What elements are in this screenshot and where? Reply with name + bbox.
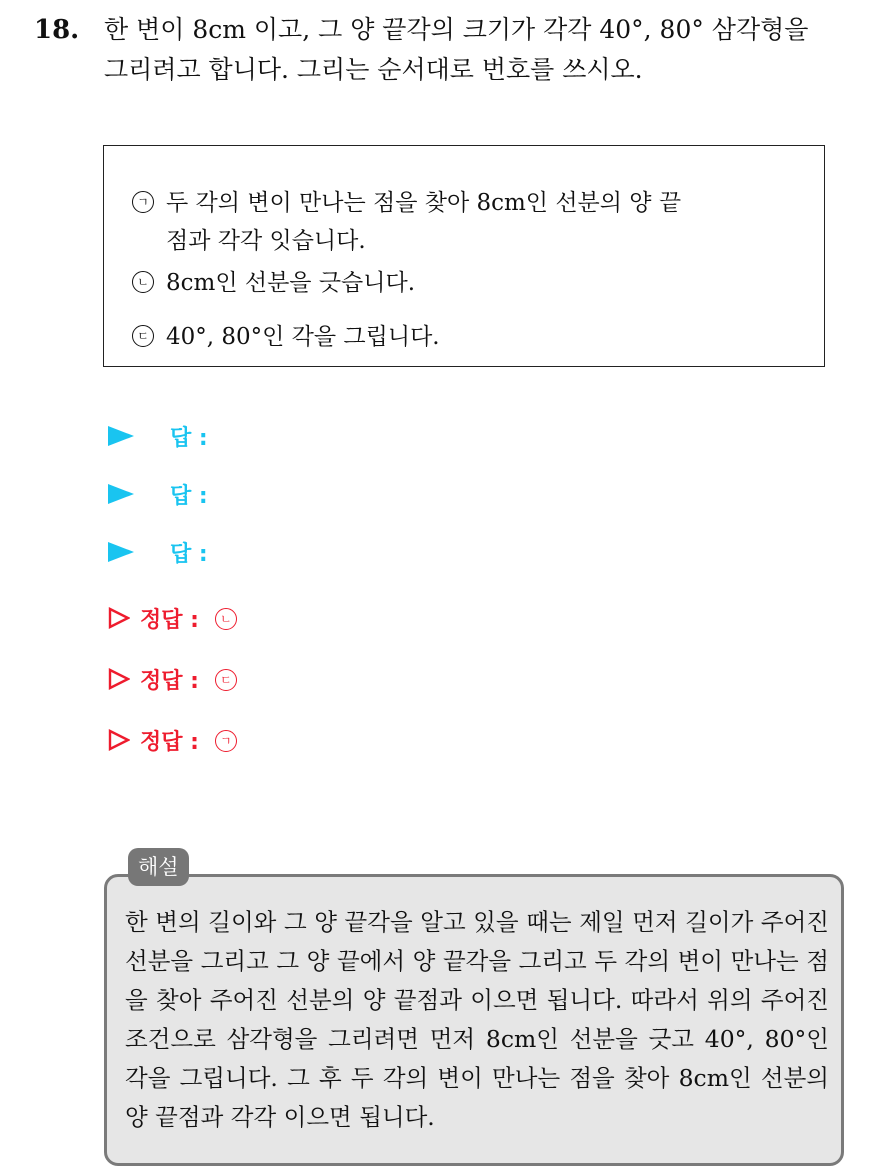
step-text: 두 각의 변이 만나는 점을 찾아 8cm인 선분의 양 끝 [166,190,682,216]
outline-triangle-icon [108,668,130,690]
correct-value: ㄴ [215,608,237,630]
step-mark-circle: ㄴ [132,271,154,293]
step-text: 8cm인 선분을 긋습니다. [166,270,416,296]
correct-label: 정답 : [140,668,199,694]
answer-row [108,416,208,456]
answer-row [108,532,208,572]
question-text-line1: 한 변이 8cm 이고, 그 양 끝각의 크기가 각각 40°, 80° 삼각형을 [104,15,809,44]
answer-label: 답 : [170,425,208,451]
explanation-tag: 해설 [128,848,189,886]
correct-value: ㄷ [215,669,237,691]
step-item [132,264,766,302]
answer-row [108,474,208,514]
question [34,10,864,90]
correct-answer-row [108,720,237,760]
answer-label: 답 : [170,541,208,567]
step-mark-circle: ㄷ [132,325,154,347]
correct-answer-row [108,598,237,638]
outline-triangle-icon [108,729,130,751]
explanation-text: 한 변의 길이와 그 양 끝각을 알고 있을 때는 제일 먼저 길이가 주어진 선분을 그리고 그 양 끝에서 양 끝각을 그리고 두 각의 변이 만나는 점을 찾아 주어진 선분의 양 끝점과 이으면 됩니다. 따라서 위의 주어진 조건으로 삼각형을 그리려면 먼저 8cm인 선분을 긋고 40°, 80°인 각을 그립니다. 그 후 두 각의 변이 만나는 점을 찾아 8cm인 선분의 양 끝점과 각각 이으면 됩니다. [125,908,829,1131]
explanation-box [104,874,844,1166]
correct-label: 정답 : [140,607,199,633]
question-number: 18. [34,15,80,45]
question-text-line2: 그리려고 합니다. 그리는 순서대로 번호를 쓰시오. [104,55,643,84]
outline-triangle-icon [108,607,130,629]
play-icon [108,542,134,562]
step-text: 40°, 80°인 각을 그립니다. [166,324,440,350]
steps-box [103,145,825,367]
step-mark-circle: ㄱ [132,191,154,213]
correct-label: 정답 : [140,729,199,755]
step-text-continued: 점과 각각 잇습니다. [166,228,366,254]
answer-label: 답 : [170,483,208,509]
step-item [132,184,766,260]
correct-answer-row [108,659,237,699]
play-icon [108,484,134,504]
correct-value: ㄱ [215,730,237,752]
play-icon [108,426,134,446]
step-item [132,318,766,356]
